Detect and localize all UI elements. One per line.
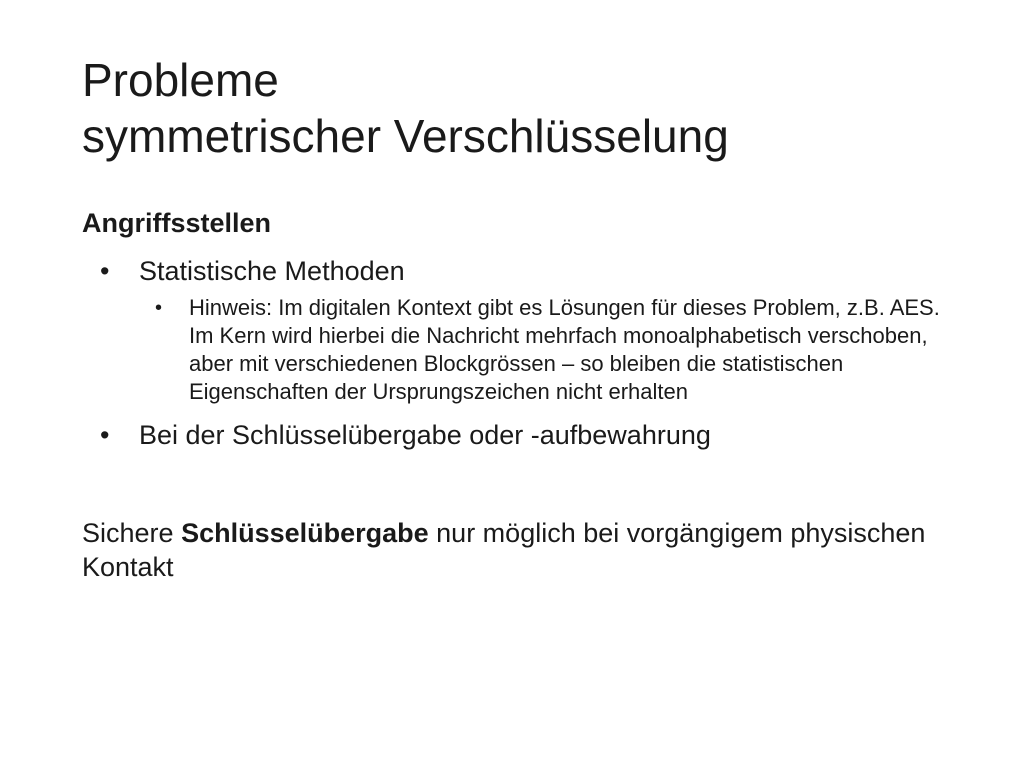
bullet-item-statistical-methods: [82, 254, 962, 406]
bullet-list: [82, 254, 962, 452]
closing-suffix: nur möglich bei vorgängigem physischen Kontakt: [82, 518, 926, 582]
section-heading: Angriffsstellen: [82, 208, 272, 238]
closing-emphasis: Schlüsselübergabe: [181, 518, 429, 548]
closing-prefix: Sichere: [82, 518, 182, 548]
bullet-item-key-exchange: [82, 418, 962, 452]
bullet-dot-icon: •: [100, 256, 110, 286]
bullet-dot-icon: •: [100, 420, 110, 450]
sub-bullet-list: [139, 294, 962, 406]
slide-title-line-2: symmetrischer Verschlüsselung: [82, 110, 729, 162]
slide-content: [82, 206, 962, 611]
sub-bullet-text: Hinweis: Im digitalen Kontext gibt es Lösungen für dieses Problem, z.B. AES. Im Kern wird hierbei die Nachricht mehrfach monoalphabetisch verschoben, aber mit verschiedenen Blockgrössen – so bleiben die statistischen Eigenschaften der Ursprungszeichen nicht erhalten: [189, 295, 940, 404]
closing-statement: [82, 516, 952, 584]
sub-bullet-item-hint: [139, 294, 949, 406]
slide-title-line-1: Probleme: [82, 54, 279, 106]
bullet-text: Bei der Schlüsselübergabe oder -aufbewahrung: [139, 420, 711, 450]
bullet-text: Statistische Methoden: [139, 256, 405, 286]
bullet-dot-icon: •: [155, 297, 163, 319]
slide-title: [82, 52, 982, 164]
